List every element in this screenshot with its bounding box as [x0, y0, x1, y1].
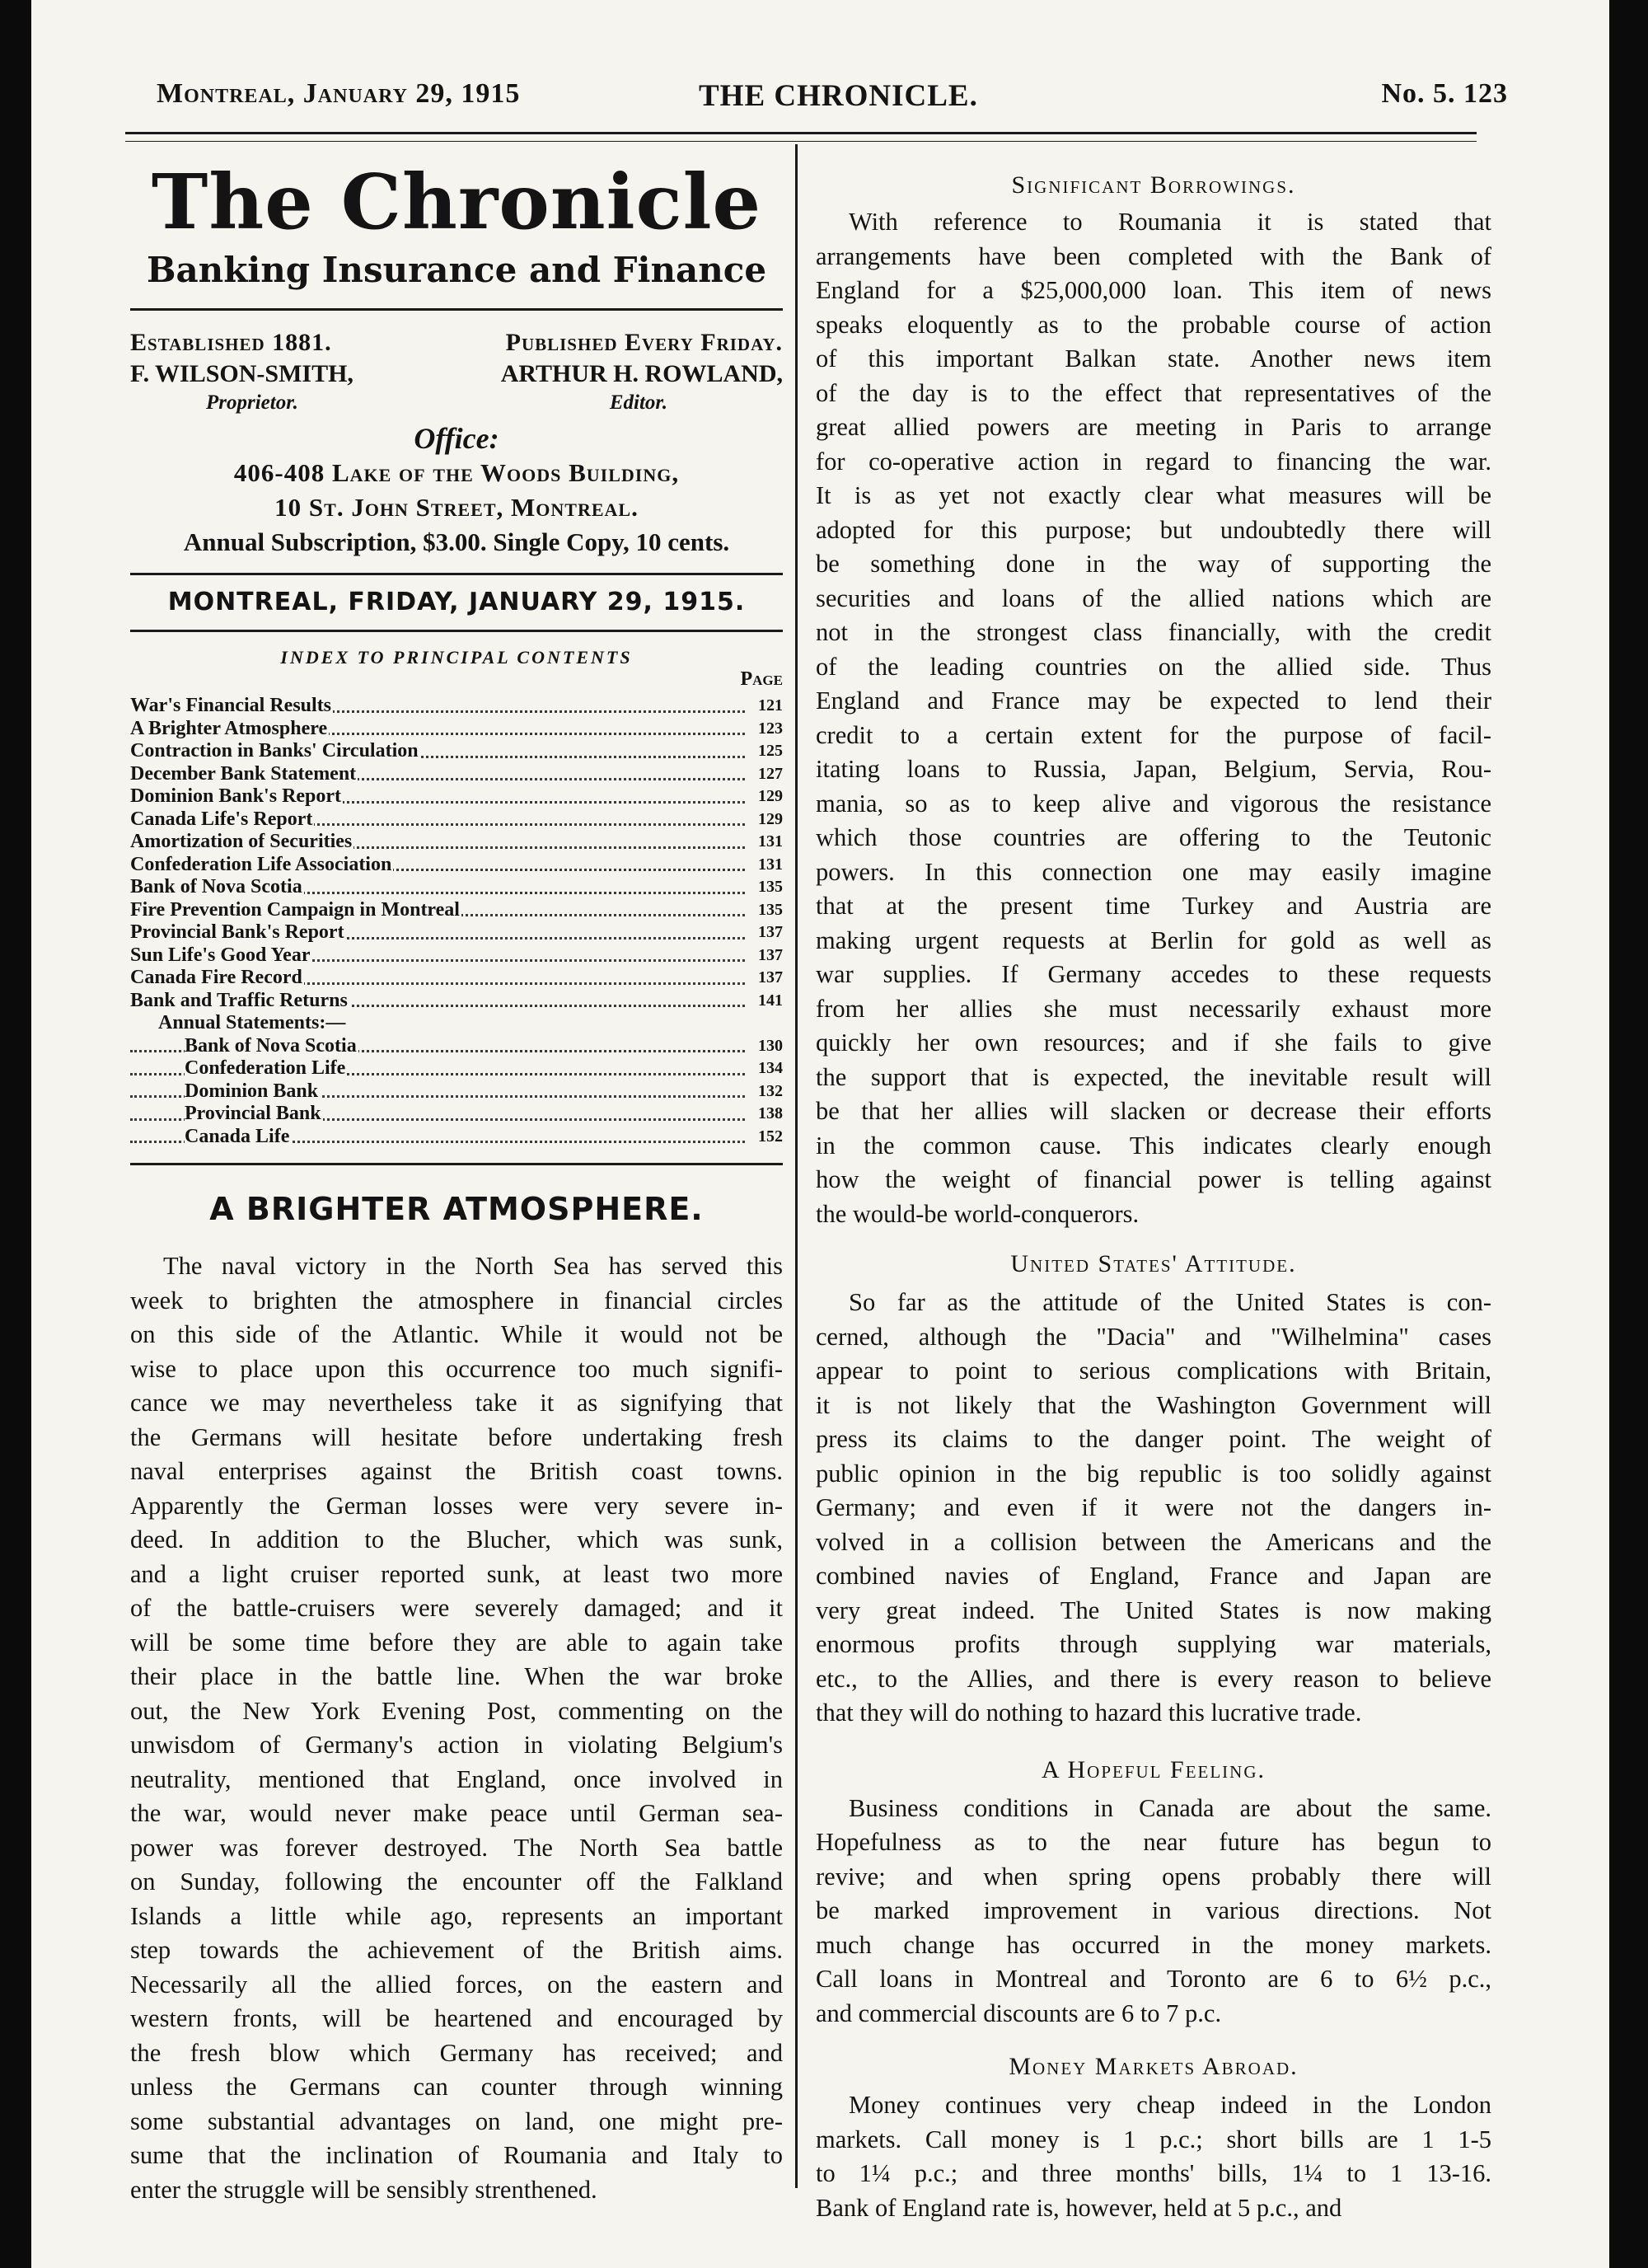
toc-item — [130, 1057, 783, 1080]
established-line: Established 1881. — [130, 329, 332, 356]
text-line: press its claims to the danger point. The weight of — [816, 1425, 1491, 1453]
text-line: cance we may nevertheless take it as signifying that — [130, 1389, 783, 1417]
text-line: wise to place upon this occurrence too much signifi- — [130, 1354, 783, 1383]
toc-item-label: Bank of Nova Scotia — [185, 1034, 357, 1057]
toc-item-label: Bank and Traffic Returns — [130, 989, 348, 1011]
text-line: great allied powers are meeting in Paris to arrange — [816, 413, 1491, 441]
text-line: mania, so as to keep alive and vigorous the resistance — [816, 789, 1491, 818]
toc-item-page: 152 — [748, 1126, 783, 1149]
text-line: in the common cause. This indicates clearly enough — [816, 1131, 1491, 1160]
section-heading: United States' Attitude. — [1010, 1250, 1297, 1277]
text-line: itating loans to Russia, Japan, Belgium, Servia, Rou- — [816, 755, 1491, 783]
toc-item-label: Canada Fire Record — [130, 967, 302, 988]
toc-item-page: 131 — [748, 831, 783, 854]
text-line: sume that the inclination of Roumania and Italy to — [130, 2141, 783, 2169]
section-body — [816, 1286, 1491, 1731]
toc-item-label: Provincial Bank — [185, 1103, 321, 1124]
text-line: The naval victory in the North Sea has served this — [163, 1252, 783, 1280]
toc-item-page: 137 — [748, 944, 783, 968]
toc-item-label: Canada Life's Report — [130, 808, 313, 830]
text-line: deed. In addition to the Blucher, which was sunk, — [130, 1525, 783, 1553]
text-line: much change has occurred in the money markets. — [816, 1930, 1491, 1959]
text-line: Hopefulness as to the near future has begun to — [816, 1828, 1491, 1856]
toc-item-label: Contraction in Banks' Circulation — [130, 740, 419, 761]
toc-item — [130, 1126, 783, 1149]
text-line: Bank of England rate is, however, held at 5 p.c., and — [816, 2193, 1342, 2222]
toc-item — [130, 990, 783, 1013]
toc-item — [130, 785, 783, 808]
column-divider — [795, 144, 798, 2188]
staff-names-row — [130, 360, 783, 391]
toc-item-label: Dominion Bank — [185, 1080, 319, 1102]
text-line: and a light cruiser reported sunk, at least two more — [130, 1559, 783, 1588]
toc-item — [130, 1103, 783, 1126]
text-line: very great indeed. The United States is now making — [816, 1596, 1491, 1624]
office-address-line-2: 10 St. John Street, Montreal. — [274, 493, 639, 522]
text-line: making urgent requests at Berlin for gold as well as — [816, 925, 1491, 954]
text-line: Money continues very cheap indeed in the London — [849, 2091, 1491, 2119]
section-body — [816, 205, 1491, 1231]
subscription-line: Annual Subscription, $3.00. Single Copy, 10 cents. — [183, 527, 730, 556]
toc-item-page: 132 — [748, 1080, 783, 1104]
text-line: appear to point to serious complications with Britain, — [816, 1357, 1491, 1385]
text-line: it is not likely that the Washington Government will — [816, 1390, 1491, 1419]
text-line: speaks eloquently as to the probable course of action — [816, 310, 1491, 339]
toc-item-page: 141 — [748, 990, 783, 1013]
text-line: not in the strongest class financially, with the credit — [816, 618, 1491, 646]
text-line: to 1¼ p.c.; and three months' bills, 1¼ to 1 13-16. — [816, 2159, 1491, 2187]
text-line: power was forever destroyed. The North Sea battle — [130, 1833, 783, 1862]
text-line: that they will do nothing to hazard this lucrative trade. — [816, 1699, 1362, 1727]
text-line: unwisdom of Germany's action in violating Belgium's — [130, 1731, 783, 1759]
text-line: volved in a collision between the Americans and the — [816, 1527, 1491, 1556]
text-line: naval enterprises against the British coast towns. — [130, 1457, 783, 1485]
issue-date-line: MONTREAL, FRIDAY, JANUARY 29, 1915. — [130, 573, 783, 632]
toc-item — [130, 1080, 783, 1104]
section-body — [816, 1792, 1491, 2031]
masthead-rule — [130, 308, 783, 311]
text-line: public opinion in the big republic is too solidly against — [816, 1459, 1491, 1488]
masthead-title: The Chronicle — [151, 157, 762, 246]
text-line: etc., to the Allies, and there is every reason to believe — [816, 1664, 1491, 1693]
text-line: out, the New York Evening Post, commenting on the — [130, 1696, 783, 1725]
toc-item — [130, 695, 783, 718]
text-line: credit to a certain extent for the purpose of facil- — [816, 720, 1491, 749]
text-line: some substantial advantages on land, one might pre- — [130, 2106, 783, 2135]
toc-item-label: War's Financial Results — [130, 695, 332, 716]
text-line: Necessarily all the allied forces, on the eastern and — [130, 1970, 783, 1999]
text-line: quickly her own resources; and if she fails to give — [816, 1029, 1491, 1057]
text-line: the war, would never make peace until German sea- — [130, 1799, 783, 1827]
toc-item-page: 123 — [748, 718, 783, 741]
toc-item-page: 129 — [748, 808, 783, 832]
toc-item — [130, 944, 783, 968]
toc-item — [130, 1012, 783, 1035]
text-line: powers. In this connection one may easily imagine — [816, 857, 1491, 886]
running-head-title: THE CHRONICLE. — [699, 79, 978, 113]
text-line: of the leading countries on the allied side. Thus — [816, 652, 1491, 681]
toc-item — [130, 763, 783, 786]
toc-item-label: Annual Statements:— — [158, 1012, 346, 1033]
article-title: A BRIGHTER ATMOSPHERE. — [209, 1191, 704, 1227]
toc-item — [130, 831, 783, 854]
toc-item-page: 137 — [748, 921, 783, 944]
text-line: the would-be world-conquerors. — [816, 1199, 1140, 1228]
editor-label: Editor. — [609, 391, 667, 414]
text-line: With reference to Roumania it is stated that — [849, 208, 1491, 236]
text-line: adopted for this purpose; but undoubtedly there will — [816, 515, 1491, 544]
toc-item-label: Confederation Life Association — [130, 853, 392, 875]
text-line: unless the Germans can counter through winning — [130, 2073, 783, 2101]
text-line: be that her allies will slacken or decrease their efforts — [816, 1097, 1491, 1125]
toc-item-label: Provincial Bank's Report — [130, 921, 344, 943]
text-line: cerned, although the "Dacia" and "Wilhelmina" cases — [816, 1322, 1491, 1351]
toc-item-label: Confederation Life — [185, 1057, 346, 1079]
index-page-label: Page — [740, 668, 783, 690]
text-line: Apparently the German losses were very severe in- — [130, 1491, 783, 1520]
text-line: Business conditions in Canada are about the same. — [849, 1793, 1491, 1822]
staff-roles-row — [130, 391, 783, 421]
text-line: will be some time before they are able to again take — [130, 1628, 783, 1656]
text-line: of this important Balkan state. Another news item — [816, 344, 1491, 373]
text-line: on Sunday, following the encounter off the Falkland — [130, 1867, 783, 1895]
toc-item-page: 135 — [748, 899, 783, 922]
section-heading: Significant Borrowings. — [1011, 171, 1296, 199]
text-line: It is as yet not exactly clear what measures will be — [816, 481, 1491, 509]
text-line: for co-operative action in regard to financing the war. — [816, 447, 1491, 476]
text-line: England for a $25,000,000 loan. This item of news — [816, 276, 1491, 304]
toc-item — [130, 854, 783, 877]
text-line: the Germans will hesitate before undertaking fresh — [130, 1422, 783, 1451]
running-head — [157, 78, 1508, 118]
text-line: combined navies of England, France and Japan are — [816, 1562, 1491, 1590]
text-line: Islands a little while ago, represents an important — [130, 1901, 783, 1930]
toc-item — [130, 808, 783, 832]
article-body — [130, 1249, 783, 2207]
table-of-contents — [130, 695, 783, 1148]
toc-item-page: 129 — [748, 785, 783, 808]
running-head-page-number: No. 5. 123 — [1381, 78, 1508, 109]
office-address-line-1: 406-408 Lake of the Woods Building, — [233, 458, 680, 487]
toc-item-page: 138 — [748, 1103, 783, 1126]
header-rule — [125, 132, 1477, 142]
text-line: the fresh blow which Germany has received; and — [130, 2038, 783, 2067]
index-end-rule — [130, 1163, 783, 1165]
text-line: arrangements have been completed with the Bank of — [816, 241, 1491, 270]
toc-item-label: Dominion Bank's Report — [130, 785, 342, 807]
index-heading: INDEX TO PRINCIPAL CONTENTS — [280, 647, 633, 668]
text-line: step towards the achievement of the British aims. — [130, 1936, 783, 1964]
toc-item-label: Bank of Nova Scotia — [130, 876, 302, 897]
text-line: securities and loans of the allied nations which are — [816, 583, 1491, 612]
toc-item — [130, 921, 783, 944]
left-column — [130, 152, 783, 2207]
toc-item-page: 134 — [748, 1057, 783, 1080]
text-line: that at the present time Turkey and Austria are — [816, 892, 1491, 920]
text-line: on this side of the Atlantic. While it would not be — [130, 1320, 783, 1348]
text-line: the support that is expected, the inevitable result will — [816, 1062, 1491, 1091]
text-line: how the weight of financial power is telling against — [816, 1165, 1491, 1193]
text-line: their place in the battle line. When the war broke — [130, 1662, 783, 1690]
text-line: Call loans in Montreal and Toronto are 6 to 6½ p.c., — [816, 1965, 1491, 1993]
toc-item — [130, 740, 783, 763]
text-line: western fronts, will be heartened and encouraged by — [130, 2004, 783, 2032]
publication-info-row — [130, 329, 783, 360]
toc-item — [130, 1035, 783, 1058]
office-label: Office: — [414, 422, 499, 455]
toc-item-label: Fire Prevention Campaign in Montreal — [130, 898, 460, 921]
section-body — [816, 2088, 1491, 2225]
text-line: enormous profits through supplying war materials, — [816, 1630, 1491, 1658]
text-line: revive; and when spring opens probably there will — [816, 1862, 1491, 1891]
toc-item-page: 135 — [748, 876, 783, 899]
toc-item-label: Sun Life's Good Year — [130, 944, 311, 966]
toc-item-page: 125 — [748, 740, 783, 763]
editor-name: ARTHUR H. ROWLAND, — [500, 360, 783, 387]
text-line: neutrality, mentioned that England, once involved in — [130, 1764, 783, 1793]
toc-item-label: December Bank Statement — [130, 762, 357, 785]
toc-item — [130, 876, 783, 899]
right-column — [816, 169, 1491, 2225]
text-line: from her allies she must necessarily exhaust more — [816, 994, 1491, 1023]
toc-item — [130, 967, 783, 990]
toc-item-page: 130 — [748, 1035, 783, 1058]
text-line: which those countries are offering to the Teutonic — [816, 823, 1491, 851]
text-line: war supplies. If Germany accedes to these requests — [816, 960, 1491, 988]
running-head-date: Montreal, January 29, 1915 — [157, 78, 521, 109]
toc-item — [130, 899, 783, 922]
text-line: be something done in the way of supporting the — [816, 550, 1491, 578]
text-line: markets. Call money is 1 p.c.; short bills are 1 1-5 — [816, 2125, 1491, 2153]
toc-item-label: A Brighter Atmosphere — [130, 717, 328, 739]
text-line: Germany; and even if it were not the dangers in- — [816, 1493, 1491, 1521]
text-line: be marked improvement in various directions. Not — [816, 1896, 1491, 1924]
text-line: of the battle-cruisers were severely damaged; and it — [130, 1594, 783, 1622]
text-line: So far as the attitude of the United States is con- — [849, 1288, 1491, 1316]
masthead-subtitle: Banking Insurance and Finance — [146, 250, 767, 290]
text-line: England and France may be expected to lend their — [816, 686, 1491, 715]
toc-item — [130, 718, 783, 741]
toc-item-page: 131 — [748, 854, 783, 877]
toc-item-label: Amortization of Securities — [130, 831, 353, 852]
published-line: Published Every Friday. — [505, 329, 783, 356]
toc-item-page: 121 — [748, 695, 783, 718]
text-line: week to brighten the atmosphere in financial circles — [130, 1286, 783, 1314]
text-line: and commercial discounts are 6 to 7 p.c. — [816, 1999, 1222, 2027]
toc-item-page: 127 — [748, 763, 783, 786]
section-heading: A Hopeful Feeling. — [1041, 1755, 1266, 1783]
text-line: of the day is to the effect that representatives of the — [816, 378, 1491, 407]
text-line: enter the struggle will be sensibly strenthened. — [130, 2175, 597, 2204]
toc-item-label: Canada Life — [185, 1125, 290, 1147]
section-heading: Money Markets Abroad. — [1009, 2053, 1299, 2080]
toc-item-page: 137 — [748, 967, 783, 990]
proprietor-label: Proprietor. — [206, 391, 298, 414]
proprietor-name: F. WILSON-SMITH, — [130, 360, 353, 387]
